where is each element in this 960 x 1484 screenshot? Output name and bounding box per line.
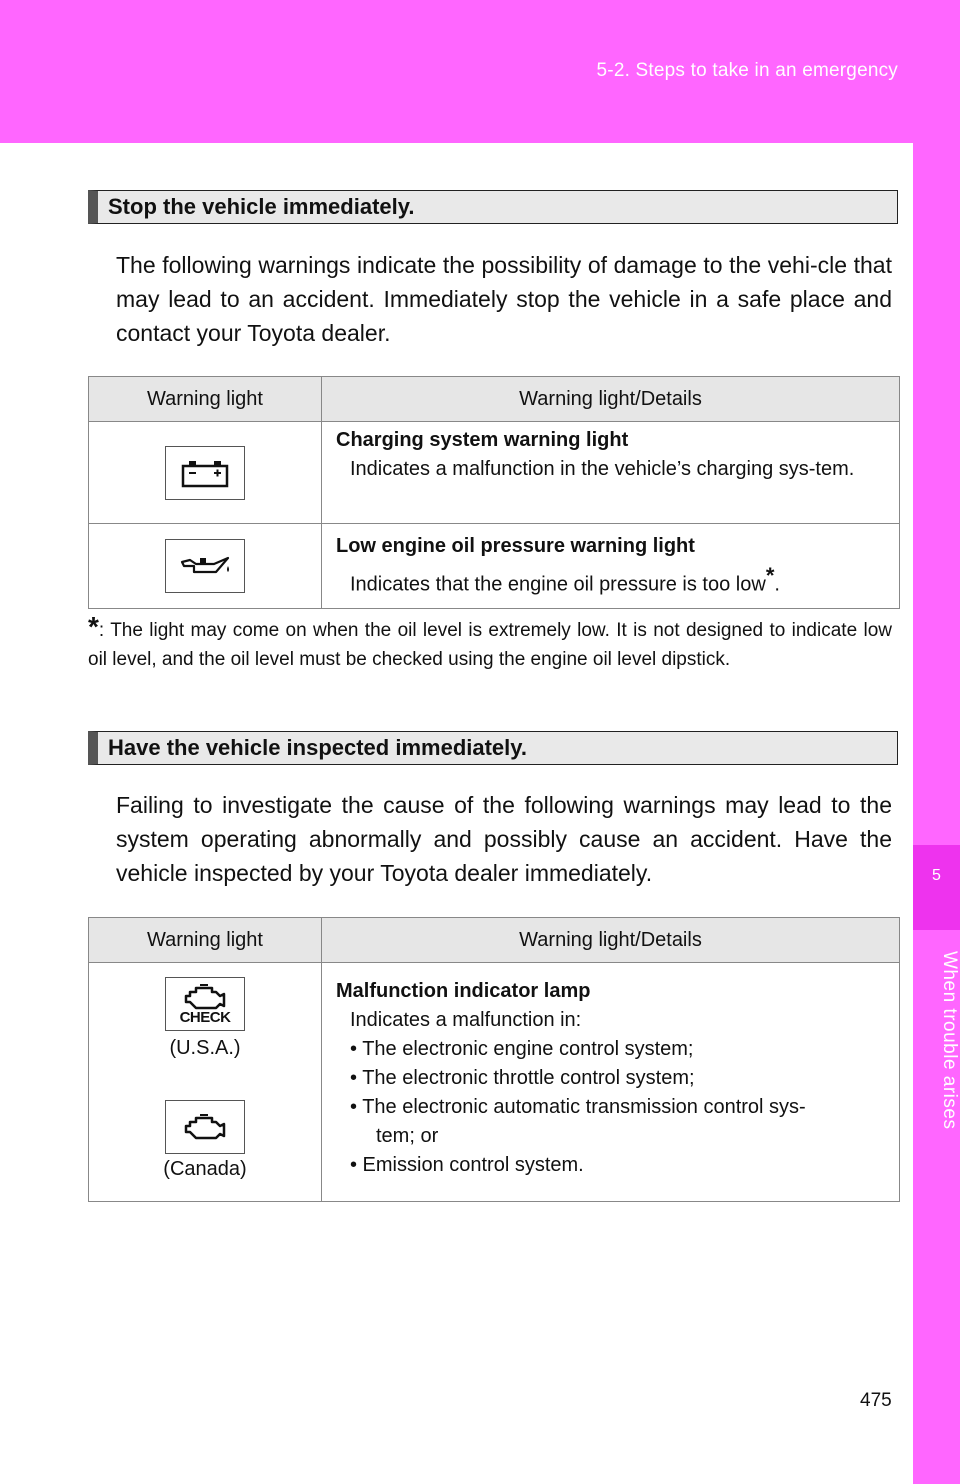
column-header-details: Warning light/Details: [322, 377, 900, 422]
section-paragraph-stop: The following warnings indicate the possibility of damage to the vehi-cle that may lead to an accident. Immediately stop the vehicle in a safe place and contact your Toyota dealer.: [116, 252, 892, 346]
check-engine-icon: [165, 977, 245, 1031]
engine-icon: [165, 1100, 245, 1154]
list-item: • The electronic engine control system;: [350, 1038, 694, 1060]
check-icon-label: CHECK: [179, 1008, 231, 1026]
warning-detail-charging: Indicates a malfunction in the vehicle’s charging sys-tem.: [350, 458, 855, 480]
list-item: tem; or: [376, 1125, 439, 1147]
icon-caption-canada: (Canada): [163, 1158, 247, 1180]
warning-detail-intro: Indicates a malfunction in:: [350, 1009, 582, 1031]
warning-table-stop: [88, 376, 900, 609]
chapter-side-tab: [913, 143, 960, 1484]
warning-title-mil: Malfunction indicator lamp: [336, 980, 591, 1002]
footnote: [88, 612, 892, 674]
warning-detail-oil-end: .: [774, 573, 780, 596]
warning-title-charging: Charging system warning light: [336, 429, 629, 451]
page-header: [0, 0, 960, 143]
warning-title-oil: Low engine oil pressure warning light: [336, 535, 695, 557]
footnote-marker: *: [765, 563, 775, 588]
section-heading-stop: Stop the vehicle immediately.: [88, 190, 898, 224]
list-item: • The electronic throttle control system;: [350, 1067, 695, 1089]
section-paragraph-inspect: Failing to investigate the cause of the following warnings may lead to the system operating abnormally and possibly cause an accident. Have the vehicle inspected by your Toyota dealer immediately.: [116, 792, 892, 886]
footnote-star: *: [88, 611, 99, 642]
battery-icon: [165, 446, 245, 500]
chapter-number: 5: [913, 845, 960, 930]
footnote-text: : The light may come on when the oil level is extremely low. It is not designed to indicate low oil level, and the oil level must be checked using the engine oil level dipstick.: [88, 620, 892, 670]
icon-caption-usa: (U.S.A.): [169, 1037, 241, 1059]
table-row: [89, 524, 900, 609]
list-item: • The electronic automatic transmission control sys-: [350, 1096, 806, 1118]
table-row: [89, 422, 900, 524]
chapter-title: When trouble arises: [939, 950, 960, 1130]
column-header-light: Warning light: [89, 918, 322, 963]
page-number: 475: [860, 1390, 892, 1411]
column-header-light: Warning light: [89, 377, 322, 422]
section-heading-inspect: Have the vehicle inspected immediately.: [88, 731, 898, 765]
list-item: • Emission control system.: [350, 1154, 584, 1176]
warning-detail-oil: Indicates that the engine oil pressure is too low: [350, 573, 766, 596]
column-header-details: Warning light/Details: [322, 918, 900, 963]
warning-table-inspect: [88, 917, 900, 1202]
table-row: [89, 963, 900, 1202]
header-section-title: 5-2. Steps to take in an emergency: [596, 60, 898, 81]
oil-can-icon: [165, 539, 245, 593]
